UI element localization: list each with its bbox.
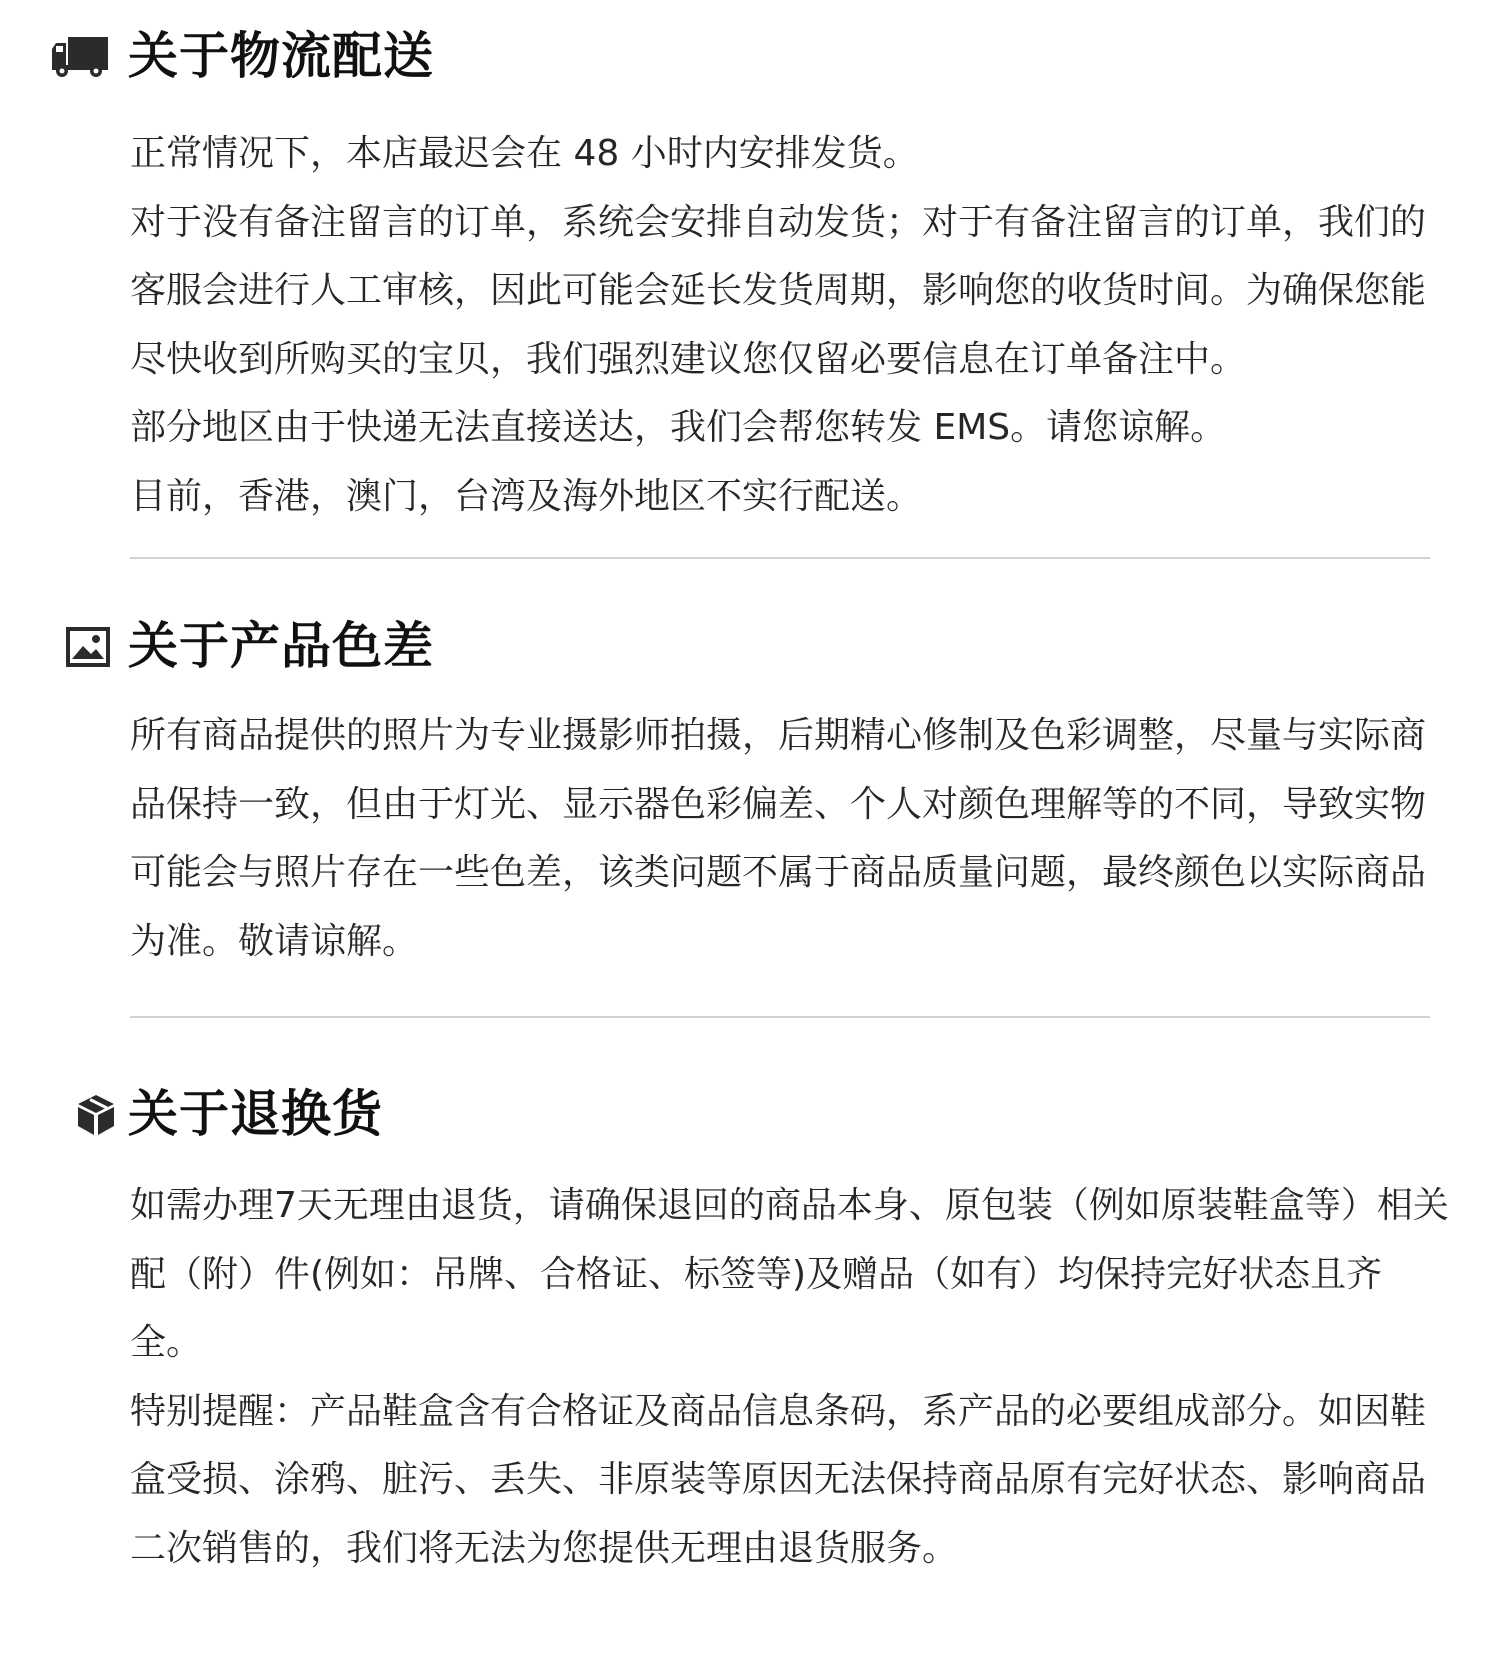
logistics-paragraph: 对于没有备注留言的订单，系统会安排自动发货；对于有备注留言的订单，我们的客服会进行人工审核，因此可能会延长发货周期，影响您的收货时间。为确保您能尽快收到所购买的宝贝，我们强烈建议您仅留必要信息在订单备注中。 <box>130 201 1427 380</box>
returns-section-header <box>0 1076 1500 1152</box>
returns-title: 关于退换货 <box>128 1085 383 1143</box>
section-divider <box>130 1016 1430 1018</box>
color-difference-paragraph: 所有商品提供的照片为专业摄影师拍摄，后期精心修制及色彩调整，尽量与实际商品保持一致，但由于灯光、显示器色彩偏差、个人对颜色理解等的不同，导致实物可能会与照片存在一些色差，该类问题不属于商品质量问题，最终颜色以实际商品为准。敬请谅解。 <box>130 715 1427 962</box>
color-difference-body <box>130 702 1450 976</box>
color-difference-section-header <box>0 608 1500 684</box>
returns-body <box>130 1172 1450 1583</box>
returns-paragraph: 特别提醒：产品鞋盒含有合格证及商品信息条码，系产品的必要组成部分。如因鞋盒受损、涂鸦、脏污、丢失、非原装等原因无法保持商品原有完好状态、影响商品二次销售的，我们将无法为您提供无理由退货服务。 <box>130 1390 1427 1569</box>
section-divider <box>130 557 1430 559</box>
logistics-paragraph: 正常情况下，本店最迟会在 48 小时内安排发货。 <box>130 133 919 174</box>
returns-paragraph: 如需办理7天无理由退货，请确保退回的商品本身、原包装（例如原装鞋盒等）相关配（附）件(例如：吊牌、合格证、标签等)及赠品（如有）均保持完好状态且齐全。 <box>130 1185 1449 1363</box>
color-difference-title: 关于产品色差 <box>128 617 434 675</box>
image-icon <box>58 622 118 672</box>
logistics-body <box>130 120 1450 531</box>
logistics-paragraph: 目前，香港，澳门，台湾及海外地区不实行配送。 <box>130 475 923 517</box>
logistics-section-header <box>0 18 1500 94</box>
cube-icon <box>66 1090 126 1140</box>
logistics-paragraph: 部分地区由于快递无法直接送达，我们会帮您转发 EMS。请您谅解。 <box>130 407 1227 448</box>
delivery-truck-icon <box>50 32 110 82</box>
logistics-title: 关于物流配送 <box>128 27 434 85</box>
